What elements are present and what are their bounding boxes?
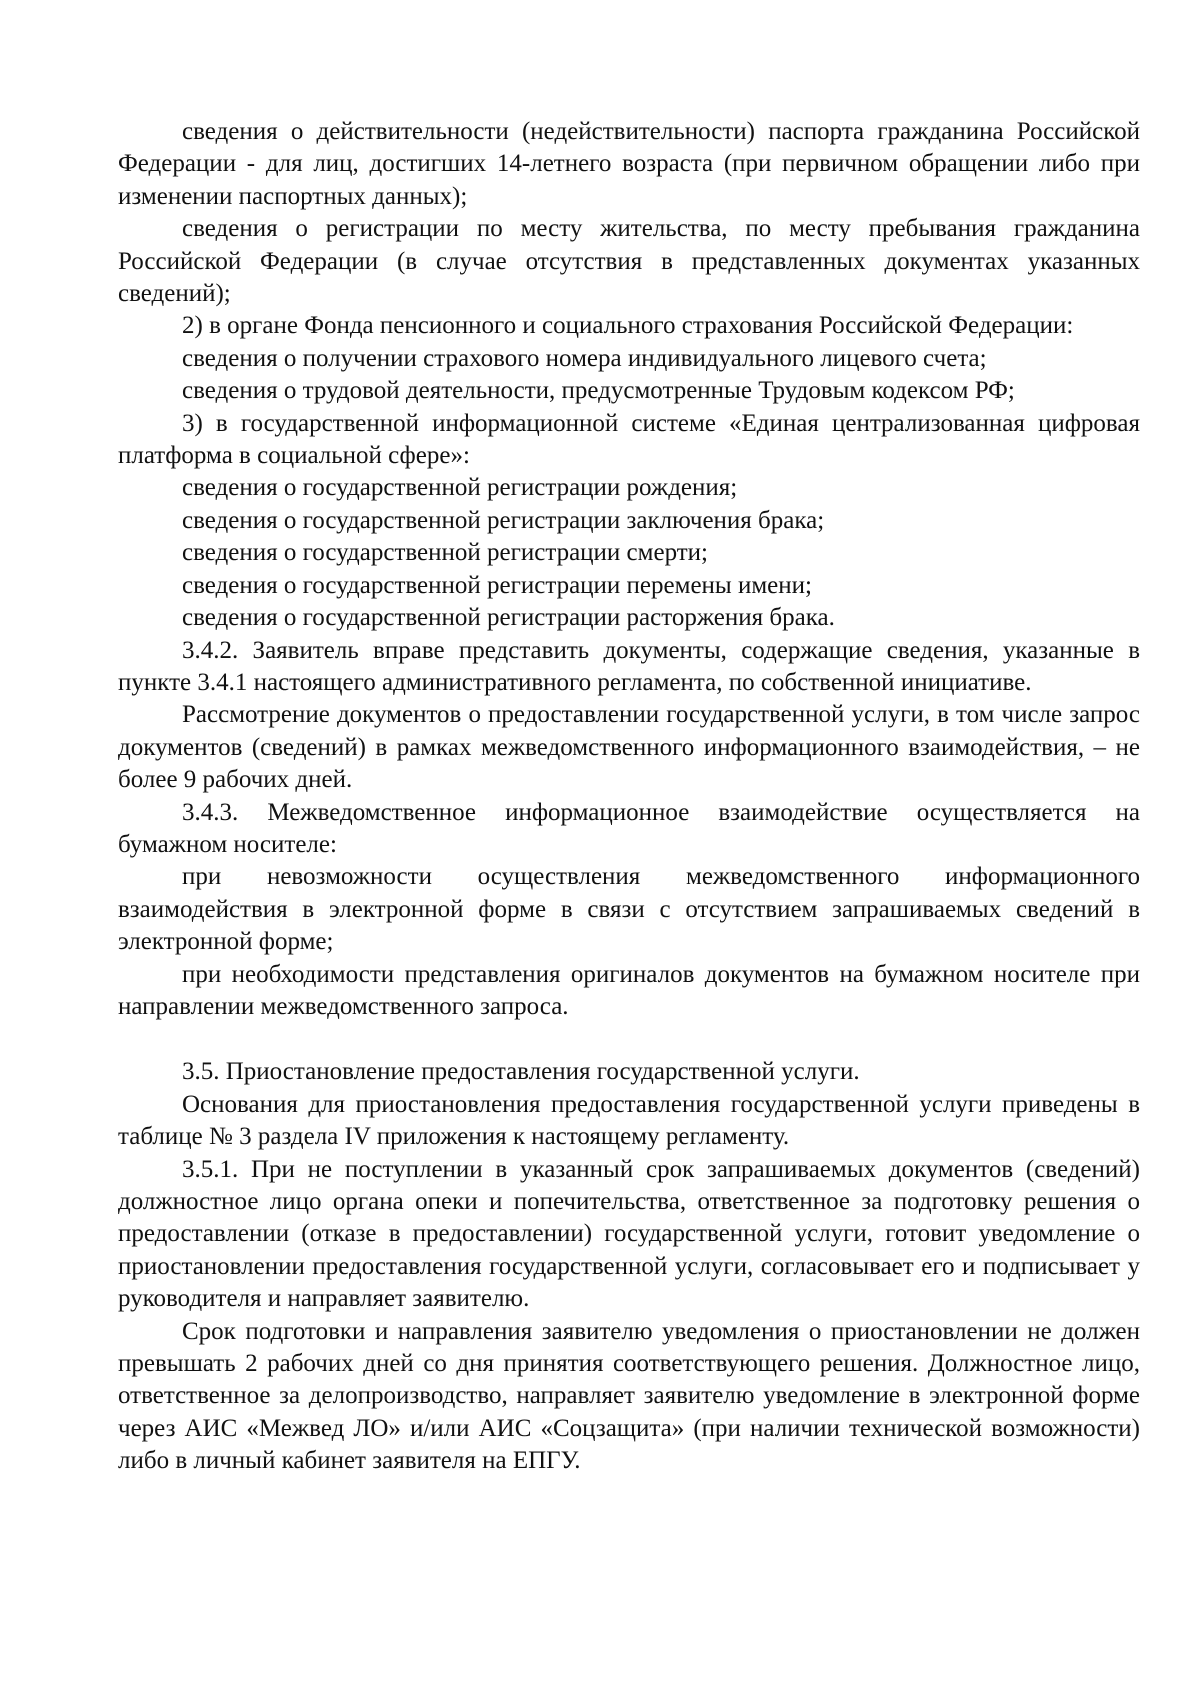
- paragraph-marriage-registration: сведения о государственной регистрации заключения брака;: [182, 506, 825, 534]
- paragraph-death-registration: сведения о государственной регистрации смерти;: [182, 539, 708, 567]
- paragraph-3-4-2: 3.4.2. Заявитель вправе представить документы, содержащие сведения, указанные в пункте 3.4.1 настоящего административного регламента, по собственной инициативе.: [118, 636, 1140, 696]
- paragraph-registration-residence: сведения о регистрации по месту жительства, по месту пребывания гражданина Российской Федерации (в случае отсутствия в представленных документах указанных сведений);: [118, 215, 1140, 308]
- paragraph-divorce-registration: сведения о государственной регистрации расторжения брака.: [182, 604, 835, 632]
- paragraph-name-change-registration: сведения о государственной регистрации перемены имени;: [182, 571, 812, 599]
- heading-3-5: 3.5. Приостановление предоставления государственной услуги.: [182, 1058, 860, 1086]
- document-page: [118, 116, 1140, 1478]
- paragraph-notification-period: Срок подготовки и направления заявителю уведомления о приостановлении не должен превышать 2 рабочих дней со дня принятия соответствующего решения. Должностное лицо, ответственное за делопроизводство, направляет заявителю уведомление в электронной форме через АИС «Межвед ЛО» и/или АИС «Соцзащита» (при наличии технической возможности) либо в личный кабинет заявителя на ЕПГУ.: [118, 1317, 1140, 1475]
- paragraph-labor-activity: сведения о трудовой деятельности, предусмотренные Трудовым кодексом РФ;: [182, 377, 1015, 405]
- paragraph-passport-validity: сведения о действительности (недействительности) паспорта гражданина Российской Федерации - для лиц, достигших 14-летнего возраста (при первичном обращении либо при изменении паспортных данных);: [118, 118, 1140, 210]
- paragraph-social-platform: 3) в государственной информационной системе «Единая централизованная цифровая платформа в социальной сфере»:: [118, 409, 1140, 470]
- paragraph-snils: сведения о получении страхового номера индивидуального лицевого счета;: [182, 344, 987, 372]
- paragraph-3-4-3: 3.4.3. Межведомственное информационное взаимодействие осуществляется на бумажном носителе:: [118, 798, 1140, 858]
- paragraph-birth-registration: сведения о государственной регистрации рождения;: [182, 474, 738, 502]
- paragraph-review-period: Рассмотрение документов о предоставлении государственной услуги, в том числе запрос документов (сведений) в рамках межведомственного информационного взаимодействия, – не более 9 рабочих дней.: [118, 701, 1140, 794]
- paragraph-originals-required: при необходимости представления оригиналов документов на бумажном носителе при направлении межведомственного запроса.: [118, 960, 1140, 1020]
- paragraph-electronic-impossibility: при невозможности осуществления межведомственного информационного взаимодействия в электронной форме в связи с отсутствием запрашиваемых сведений в электронной форме;: [118, 863, 1140, 956]
- section-spacer: [118, 1023, 1140, 1056]
- paragraph-3-5-1: 3.5.1. При не поступлении в указанный срок запрашиваемых документов (сведений) должностное лицо органа опеки и попечительства, ответственное за подготовку решения о предоставлении (отказе в предоставлении) государственной услуги, готовит уведомление о приостановлении предоставления государственной услуги, согласовывает его и подписывает у руководителя и направляет заявителю.: [118, 1155, 1140, 1313]
- paragraph-pension-fund: 2) в органе Фонда пенсионного и социального страхования Российской Федерации:: [182, 312, 1074, 340]
- paragraph-suspension-grounds: Основания для приостановления предоставления государственной услуги приведены в таблице № 3 раздела IV приложения к настоящему регламенту.: [118, 1090, 1140, 1151]
